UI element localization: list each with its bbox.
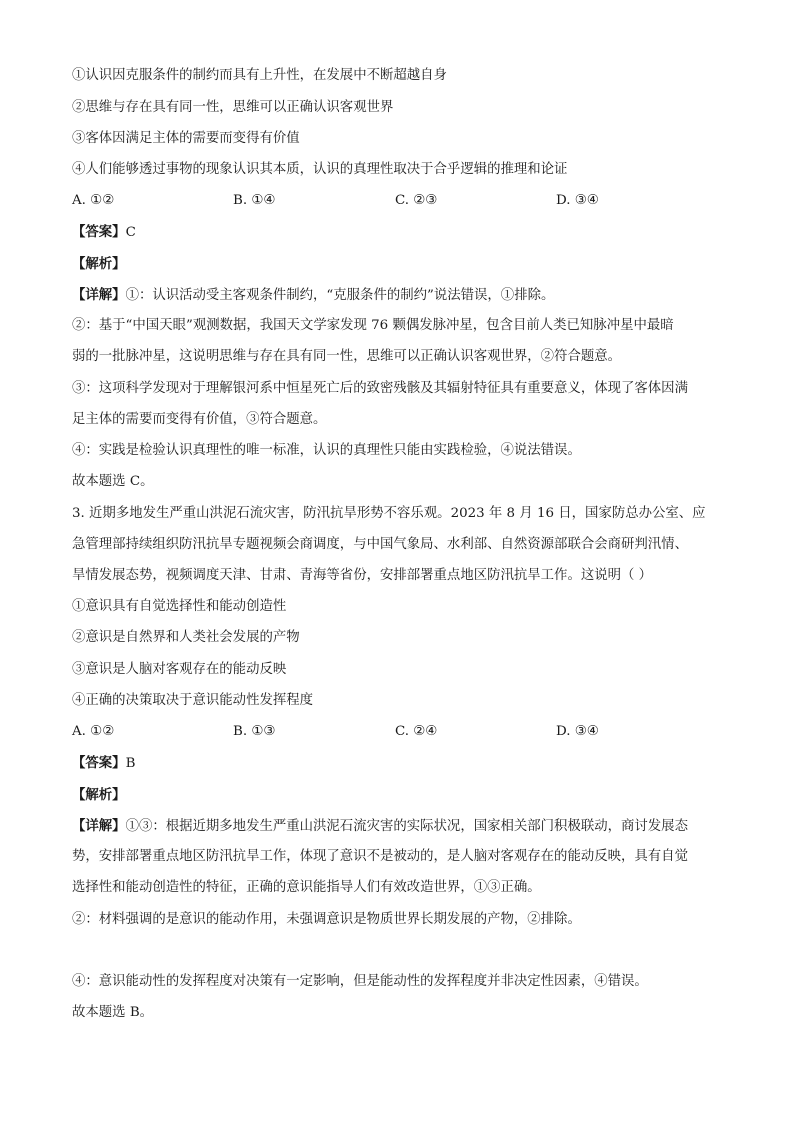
q3-statement-2: ②意识是自然界和人类社会发展的产物	[72, 630, 300, 645]
q3-option-c: C. ②④	[395, 724, 438, 739]
q2-option-c: C. ②③	[395, 193, 438, 208]
q2-answer: 【答案】C	[72, 224, 136, 240]
q2-detail-line: 弱的一批脉冲星，这说明思维与存在具有同一性，思维可以正确认识客观世界，②符合题意。	[72, 349, 622, 364]
q3-statement-3: ③意识是人脑对客观存在的能动反映	[72, 662, 287, 677]
q2-detail-line: 故本题选 C。	[72, 474, 154, 489]
q3-analysis-label: 【解析】	[72, 787, 126, 803]
q2-statement-3: ③客体因满足主体的需要而变得有价值	[72, 131, 300, 146]
q3-detail-line: 势，安排部署重点地区防汛抗旱工作，体现了意识不是被动的，是人脑对客观存在的能动反映，具有自觉	[72, 849, 688, 864]
q2-analysis-label: 【解析】	[72, 256, 126, 272]
q2-detail-line: 【详解】①：认识活动受主客观条件制约，“克服条件的制约”说法错误，①排除。	[72, 287, 555, 303]
q2-option-a: A. ①②	[72, 193, 115, 208]
q2-statement-2: ②思维与存在具有同一性，思维可以正确认识客观世界	[72, 100, 394, 115]
q2-detail-line: ③：这项科学发现对于理解银河系中恒星死亡后的致密残骸及其辐射特征具有重要意义，体现了客体因满	[72, 381, 688, 396]
q3-detail-line: ②：材料强调的是意识的能动作用，未强调意识是物质世界长期发展的产物，②排除。	[72, 912, 581, 927]
q3-detail-line: 故本题选 B。	[72, 1005, 154, 1020]
q3-option-d: D. ③④	[556, 724, 599, 739]
q3-options	[72, 722, 727, 742]
q3-stem-line: 急管理部持续组织防汛抗旱专题视频会商调度，与中国气象局、水利部、自然资源部联合会商研判汛情、	[72, 537, 688, 552]
q2-statement-4: ④人们能够透过事物的现象认识其本质，认识的真理性取决于合乎逻辑的推理和论证	[72, 162, 568, 177]
q3-option-a: A. ①②	[72, 724, 115, 739]
q2-options	[72, 191, 727, 211]
q3-detail-line: 【详解】①③：根据近期多地发生严重山洪泥石流灾害的实际状况，国家相关部门积极联动，商讨发展态	[72, 818, 688, 834]
q3-statement-4: ④正确的决策取决于意识能动性发挥程度	[72, 693, 314, 708]
q2-option-d: D. ③④	[556, 193, 599, 208]
q2-detail-line: ②：基于“中国天眼”观测数据，我国天文学家发现 76 颗偶发脉冲星，包含目前人类已知脉冲星中最暗	[72, 318, 674, 333]
q3-stem-line: 3. 近期多地发生严重山洪泥石流灾害，防汛抗旱形势不容乐观。2023 年 8 月 16 日，国家防总办公室、应	[72, 506, 706, 521]
q3-detail-line: 选择性和能动创造性的特征，正确的意识能指导人们有效改造世界，①③正确。	[72, 880, 541, 895]
q3-option-b: B. ①③	[233, 724, 276, 739]
q3-statement-1: ①意识具有自觉选择性和能动创造性	[72, 599, 287, 614]
q3-stem-line: 旱情发展态势，视频调度天津、甘肃、青海等省份，安排部署重点地区防汛抗旱工作。这说明（ ）	[72, 568, 653, 583]
q2-option-b: B. ①④	[233, 193, 276, 208]
q2-detail-line: 足主体的需要而变得有价值，③符合题意。	[72, 412, 327, 427]
q2-statement-1: ①认识因克服条件的制约而具有上升性，在发展中不断超越自身	[72, 68, 447, 83]
q2-detail-line: ④：实践是检验认识真理性的唯一标准，认识的真理性只能由实践检验，④说法错误。	[72, 443, 581, 458]
q3-detail-line: ④：意识能动性的发挥程度对决策有一定影响，但是能动性的发挥程度并非决定性因素，④错误。	[72, 974, 648, 989]
q3-answer: 【答案】B	[72, 755, 136, 771]
